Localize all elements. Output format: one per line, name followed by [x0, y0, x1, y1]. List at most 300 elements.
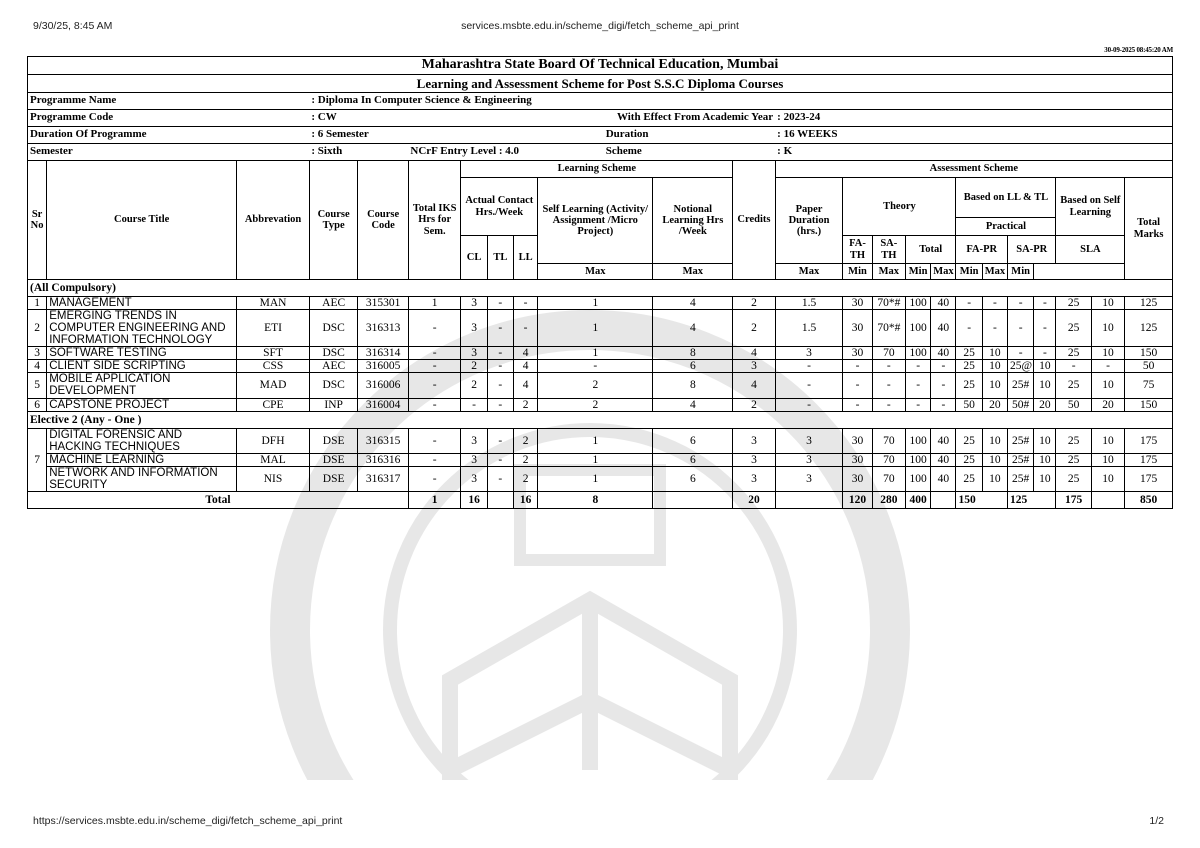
total-slamax: 175: [1056, 491, 1091, 508]
scheme-label: Scheme: [538, 144, 775, 161]
course-title-cell: MACHINE LEARNING: [47, 453, 237, 466]
nl-cell: 6: [653, 453, 733, 466]
ll-cell: 2: [513, 428, 537, 453]
compulsory-courses: [28, 297, 1173, 412]
type-cell: DSC: [309, 310, 358, 347]
credits-header: Credits: [733, 161, 775, 280]
total-ll: 16: [513, 491, 537, 508]
table-row: [28, 373, 1173, 398]
faprmin-cell: 10: [982, 373, 1007, 398]
semester-value: : Sixth: [309, 144, 408, 161]
cl-cell: 3: [461, 428, 487, 453]
credits-cell: 3: [733, 428, 775, 453]
paper-cell: 3: [775, 466, 843, 491]
total-cell: 125: [1125, 310, 1173, 347]
ll-cell: 2: [513, 466, 537, 491]
saprmin-cell: 10: [1034, 453, 1056, 466]
scheme-value: : K: [775, 144, 1172, 161]
slamax-cell: -: [1056, 360, 1091, 373]
abbr-cell: SFT: [237, 347, 310, 360]
iks-cell: -: [408, 453, 461, 466]
thmax-cell: -: [905, 398, 930, 411]
total-thmax: 400: [905, 491, 930, 508]
code-cell: 316005: [358, 360, 409, 373]
generated-timestamp: 30-09-2025 08:45:20 AM: [1104, 46, 1173, 54]
thmax-cell: 100: [905, 297, 930, 310]
sath-cell: 70*#: [872, 297, 905, 310]
saprmax-cell: 25#: [1008, 428, 1034, 453]
sath-cell: 70: [872, 347, 905, 360]
based-ll-tl-header: Based on LL & TL: [956, 178, 1056, 218]
faprmin-cell: 20: [982, 398, 1007, 411]
sa-th-header: SA-TH: [872, 236, 905, 264]
sl-cell: 2: [538, 398, 653, 411]
nl-cell: 8: [653, 347, 733, 360]
iks-cell: 1: [408, 297, 461, 310]
sath-cell: 70*#: [872, 310, 905, 347]
saprmax-cell: 50#: [1008, 398, 1034, 411]
iks-cell: -: [408, 398, 461, 411]
theory-header: Theory: [843, 178, 956, 236]
saprmin-cell: 10: [1034, 428, 1056, 453]
slamin-cell: 10: [1091, 373, 1124, 398]
course-code-header: Course Code: [358, 161, 409, 280]
fa-th-header: FA-TH: [843, 236, 872, 264]
cl-cell: 3: [461, 453, 487, 466]
sath-cell: 70: [872, 466, 905, 491]
cl-cell: 2: [461, 373, 487, 398]
sr-no-cell: 5: [28, 373, 47, 398]
thmin-cell: -: [931, 360, 956, 373]
cl-cell: 2: [461, 360, 487, 373]
sr-no-cell: 6: [28, 398, 47, 411]
slamax-cell: 25: [1056, 453, 1091, 466]
sl-cell: 1: [538, 310, 653, 347]
thmax-cell: 100: [905, 466, 930, 491]
type-cell: DSE: [309, 466, 358, 491]
duration-label: Duration: [538, 127, 775, 144]
iks-cell: -: [408, 466, 461, 491]
faprmin-cell: 10: [982, 453, 1007, 466]
saprmax-cell: 25#: [1008, 466, 1034, 491]
abbr-cell: MAN: [237, 297, 310, 310]
notional-header: Notional Learning Hrs /Week: [653, 178, 733, 264]
faprmax-cell: 25: [956, 347, 982, 360]
thmin-cell: 40: [931, 428, 956, 453]
type-cell: DSE: [309, 428, 358, 453]
max-header: Max: [872, 264, 905, 280]
credits-cell: 2: [733, 398, 775, 411]
sl-cell: 1: [538, 297, 653, 310]
elective-courses: [28, 428, 1173, 491]
slamax-cell: 25: [1056, 428, 1091, 453]
abbr-cell: CPE: [237, 398, 310, 411]
slamax-cell: 50: [1056, 398, 1091, 411]
sl-cell: -: [538, 360, 653, 373]
table-row: [28, 360, 1173, 373]
faprmin-cell: 10: [982, 466, 1007, 491]
saprmax-cell: -: [1008, 310, 1034, 347]
sla-header: SLA: [1056, 236, 1125, 264]
ll-cell: 4: [513, 373, 537, 398]
nl-cell: 6: [653, 360, 733, 373]
programme-code-value: : CW: [309, 110, 537, 127]
thmax-cell: 100: [905, 453, 930, 466]
sr-no-cell: 1: [28, 297, 47, 310]
scheme-table: [27, 56, 1173, 509]
sl-cell: 1: [538, 466, 653, 491]
saprmin-cell: 10: [1034, 373, 1056, 398]
total-cell: 50: [1125, 360, 1173, 373]
paper-cell: -: [775, 398, 843, 411]
faprmax-cell: 25: [956, 373, 982, 398]
total-nl: [653, 491, 733, 508]
nl-cell: 6: [653, 466, 733, 491]
total-sath: 280: [872, 491, 905, 508]
course-type-header: Course Type: [309, 161, 358, 280]
thmax-cell: 100: [905, 310, 930, 347]
table-row: [28, 453, 1173, 466]
code-cell: 316004: [358, 398, 409, 411]
ncrf-label: NCrF Entry Level : 4.0: [408, 144, 537, 161]
course-title-cell: MOBILE APPLICATION DEVELOPMENT: [47, 373, 237, 398]
max-header: Max: [653, 264, 733, 280]
saprmin-cell: 10: [1034, 360, 1056, 373]
type-cell: AEC: [309, 360, 358, 373]
nl-cell: 8: [653, 373, 733, 398]
effect-year-value: : 2023-24: [775, 110, 1172, 127]
tl-cell: -: [487, 373, 513, 398]
abbr-cell: MAL: [237, 453, 310, 466]
saprmin-cell: -: [1034, 297, 1056, 310]
saprmax-cell: 25#: [1008, 373, 1034, 398]
duration-programme-label: Duration Of Programme: [28, 127, 310, 144]
slamax-cell: 25: [1056, 347, 1091, 360]
slamax-cell: 25: [1056, 297, 1091, 310]
self-learning-header: Self Learning (Activity/ Assignment /Micro Project): [538, 178, 653, 264]
sr-no-header: Sr No: [28, 161, 47, 280]
table-row: [28, 398, 1173, 411]
min-header: Min: [905, 264, 930, 280]
slamin-cell: 10: [1091, 428, 1124, 453]
faprmin-cell: 10: [982, 428, 1007, 453]
actual-contact-header: Actual Contact Hrs./Week: [461, 178, 538, 236]
cl-cell: 3: [461, 310, 487, 347]
thmin-cell: 40: [931, 466, 956, 491]
page-number: 1/2: [1149, 815, 1164, 827]
total-credits: 20: [733, 491, 775, 508]
fath-cell: 30: [843, 310, 872, 347]
credits-cell: 3: [733, 453, 775, 466]
paper-cell: 1.5: [775, 297, 843, 310]
code-cell: 316316: [358, 453, 409, 466]
fath-cell: 30: [843, 466, 872, 491]
sath-cell: -: [872, 373, 905, 398]
practical-header: Practical: [956, 218, 1056, 236]
ll-cell: -: [513, 297, 537, 310]
paper-cell: -: [775, 373, 843, 398]
faprmax-cell: 25: [956, 360, 982, 373]
ll-header: LL: [513, 236, 537, 280]
slamax-cell: 25: [1056, 310, 1091, 347]
sath-cell: 70: [872, 428, 905, 453]
sr-no-cell: 7: [28, 428, 47, 491]
tl-cell: -: [487, 310, 513, 347]
faprmin-cell: 10: [982, 360, 1007, 373]
type-cell: DSC: [309, 373, 358, 398]
abbr-cell: MAD: [237, 373, 310, 398]
saprmax-cell: 25@: [1008, 360, 1034, 373]
faprmax-cell: -: [956, 310, 982, 347]
total-cell: 175: [1125, 428, 1173, 453]
slamin-cell: 10: [1091, 347, 1124, 360]
faprmin-cell: -: [982, 310, 1007, 347]
thmin-cell: 40: [931, 453, 956, 466]
total-saprmax: 125: [1008, 491, 1056, 508]
type-cell: AEC: [309, 297, 358, 310]
iks-cell: -: [408, 373, 461, 398]
total-iks: 1: [408, 491, 461, 508]
course-title-cell: DIGITAL FORENSIC AND HACKING TECHNIQUES: [47, 428, 237, 453]
programme-code-label: Programme Code: [28, 110, 310, 127]
tl-cell: -: [487, 428, 513, 453]
programme-name-label: Programme Name: [28, 93, 310, 110]
thmin-cell: -: [931, 398, 956, 411]
total-cell: 150: [1125, 398, 1173, 411]
saprmin-cell: -: [1034, 310, 1056, 347]
sl-cell: 1: [538, 428, 653, 453]
thmax-cell: 100: [905, 347, 930, 360]
faprmax-cell: 25: [956, 453, 982, 466]
total-marks-header: Total Marks: [1125, 178, 1173, 280]
course-title-cell: SOFTWARE TESTING: [47, 347, 237, 360]
max-header: Max: [982, 264, 1007, 280]
nl-cell: 6: [653, 428, 733, 453]
table-row: [28, 428, 1173, 453]
paper-duration-header: Paper Duration (hrs.): [775, 178, 843, 264]
total-sl: 8: [538, 491, 653, 508]
total-cell: 75: [1125, 373, 1173, 398]
paper-cell: 3: [775, 347, 843, 360]
saprmin-cell: 10: [1034, 466, 1056, 491]
semester-label: Semester: [28, 144, 310, 161]
sl-cell: 2: [538, 373, 653, 398]
code-cell: 316313: [358, 310, 409, 347]
abbr-cell: NIS: [237, 466, 310, 491]
nl-cell: 4: [653, 310, 733, 347]
tl-cell: -: [487, 360, 513, 373]
credits-cell: 2: [733, 297, 775, 310]
faprmax-cell: 25: [956, 466, 982, 491]
abbr-cell: DFH: [237, 428, 310, 453]
faprmax-cell: 50: [956, 398, 982, 411]
code-cell: 316317: [358, 466, 409, 491]
min-header: Min: [843, 264, 872, 280]
cl-cell: 3: [461, 466, 487, 491]
course-title-cell: NETWORK AND INFORMATION SECURITY: [47, 466, 237, 491]
sl-cell: 1: [538, 453, 653, 466]
slamax-cell: 25: [1056, 373, 1091, 398]
total-label: Total: [28, 491, 409, 508]
total-cell: 125: [1125, 297, 1173, 310]
scheme-title: Learning and Assessment Scheme for Post S.S.C Diploma Courses: [28, 75, 1173, 93]
tl-cell: -: [487, 453, 513, 466]
slamin-cell: 10: [1091, 297, 1124, 310]
group-elective: Elective 2 (Any - One ): [28, 411, 1173, 428]
slamin-cell: 10: [1091, 453, 1124, 466]
nl-cell: 4: [653, 398, 733, 411]
iks-cell: -: [408, 428, 461, 453]
theory-total-header: Total: [905, 236, 956, 264]
ll-cell: 2: [513, 398, 537, 411]
paper-cell: 3: [775, 453, 843, 466]
credits-cell: 3: [733, 360, 775, 373]
min-header: Min: [1008, 264, 1034, 280]
fath-cell: 30: [843, 428, 872, 453]
programme-name-value: : Diploma In Computer Science & Engineering: [309, 93, 1172, 110]
cl-cell: -: [461, 398, 487, 411]
sath-cell: -: [872, 398, 905, 411]
total-faprmax: 150: [956, 491, 1008, 508]
fath-cell: -: [843, 373, 872, 398]
total-thmin: [931, 491, 956, 508]
slamax-cell: 25: [1056, 466, 1091, 491]
fath-cell: 30: [843, 347, 872, 360]
max-header: Max: [931, 264, 956, 280]
saprmax-cell: -: [1008, 297, 1034, 310]
nl-cell: 4: [653, 297, 733, 310]
thmin-cell: 40: [931, 297, 956, 310]
ll-cell: -: [513, 310, 537, 347]
tl-cell: -: [487, 398, 513, 411]
thmin-cell: 40: [931, 310, 956, 347]
group-compulsory: (All Compulsory): [28, 280, 1173, 297]
saprmax-cell: -: [1008, 347, 1034, 360]
total-fath: 120: [843, 491, 872, 508]
abbr-cell: CSS: [237, 360, 310, 373]
sa-pr-header: SA-PR: [1008, 236, 1056, 264]
learning-scheme-header: Learning Scheme: [461, 161, 733, 178]
print-url: services.msbte.edu.in/scheme_digi/fetch_scheme_api_print: [461, 20, 739, 32]
iks-cell: -: [408, 310, 461, 347]
slamin-cell: 10: [1091, 310, 1124, 347]
type-cell: DSE: [309, 453, 358, 466]
course-title-header: Course Title: [47, 161, 237, 280]
fath-cell: -: [843, 360, 872, 373]
saprmin-cell: 20: [1034, 398, 1056, 411]
fath-cell: 30: [843, 297, 872, 310]
fa-pr-header: FA-PR: [956, 236, 1008, 264]
course-title-cell: MANAGEMENT: [47, 297, 237, 310]
paper-cell: 3: [775, 428, 843, 453]
total-cl: 16: [461, 491, 487, 508]
duration-programme-value: : 6 Semester: [309, 127, 537, 144]
total-cell: 175: [1125, 466, 1173, 491]
duration-value: : 16 WEEKS: [775, 127, 1172, 144]
credits-cell: 2: [733, 310, 775, 347]
sr-no-cell: 2: [28, 310, 47, 347]
course-title-cell: EMERGING TRENDS IN COMPUTER ENGINEERING AND INFORMATION TECHNOLOGY: [47, 310, 237, 347]
code-cell: 316006: [358, 373, 409, 398]
total-cell: 150: [1125, 347, 1173, 360]
credits-cell: 4: [733, 347, 775, 360]
footer-url: https://services.msbte.edu.in/scheme_digi/fetch_scheme_api_print: [33, 815, 343, 827]
ll-cell: 2: [513, 453, 537, 466]
assessment-scheme-header: Assessment Scheme: [775, 161, 1172, 178]
tl-cell: -: [487, 347, 513, 360]
sath-cell: -: [872, 360, 905, 373]
cl-cell: 3: [461, 297, 487, 310]
iks-cell: -: [408, 347, 461, 360]
cl-header: CL: [461, 236, 487, 280]
code-cell: 315301: [358, 297, 409, 310]
slamin-cell: 10: [1091, 466, 1124, 491]
cl-cell: 3: [461, 347, 487, 360]
saprmin-cell: -: [1034, 347, 1056, 360]
iks-cell: -: [408, 360, 461, 373]
code-cell: 316314: [358, 347, 409, 360]
ll-cell: 4: [513, 360, 537, 373]
max-header: Max: [775, 264, 843, 280]
fath-cell: 30: [843, 453, 872, 466]
effect-year-label: With Effect From Academic Year: [538, 110, 775, 127]
total-iks-header: Total IKS Hrs for Sem.: [408, 161, 461, 280]
tl-cell: -: [487, 466, 513, 491]
faprmin-cell: -: [982, 297, 1007, 310]
credits-cell: 3: [733, 466, 775, 491]
code-cell: 316315: [358, 428, 409, 453]
thmin-cell: -: [931, 373, 956, 398]
sath-cell: 70: [872, 453, 905, 466]
table-row: [28, 466, 1173, 491]
min-header: Min: [956, 264, 982, 280]
board-title: Maharashtra State Board Of Technical Education, Mumbai: [28, 57, 1173, 75]
total-cell: 175: [1125, 453, 1173, 466]
total-slamin: [1091, 491, 1124, 508]
table-row: [28, 347, 1173, 360]
faprmax-cell: -: [956, 297, 982, 310]
abbreviation-header: Abbrevation: [237, 161, 310, 280]
abbr-cell: ETI: [237, 310, 310, 347]
print-datetime: 9/30/25, 8:45 AM: [33, 20, 113, 32]
faprmin-cell: 10: [982, 347, 1007, 360]
total-marks: 850: [1125, 491, 1173, 508]
ll-cell: 4: [513, 347, 537, 360]
saprmax-cell: 25#: [1008, 453, 1034, 466]
thmax-cell: -: [905, 373, 930, 398]
thmin-cell: 40: [931, 347, 956, 360]
slamin-cell: 20: [1091, 398, 1124, 411]
type-cell: INP: [309, 398, 358, 411]
credits-cell: 4: [733, 373, 775, 398]
faprmax-cell: 25: [956, 428, 982, 453]
sl-cell: 1: [538, 347, 653, 360]
type-cell: DSC: [309, 347, 358, 360]
sr-no-cell: 4: [28, 360, 47, 373]
course-title-cell: CLIENT SIDE SCRIPTING: [47, 360, 237, 373]
total-tl: [487, 491, 513, 508]
slamin-cell: -: [1091, 360, 1124, 373]
total-paper: [775, 491, 843, 508]
table-row: [28, 297, 1173, 310]
fath-cell: -: [843, 398, 872, 411]
table-row: [28, 310, 1173, 347]
tl-cell: -: [487, 297, 513, 310]
paper-cell: 1.5: [775, 310, 843, 347]
thmax-cell: -: [905, 360, 930, 373]
thmax-cell: 100: [905, 428, 930, 453]
sr-no-cell: 3: [28, 347, 47, 360]
